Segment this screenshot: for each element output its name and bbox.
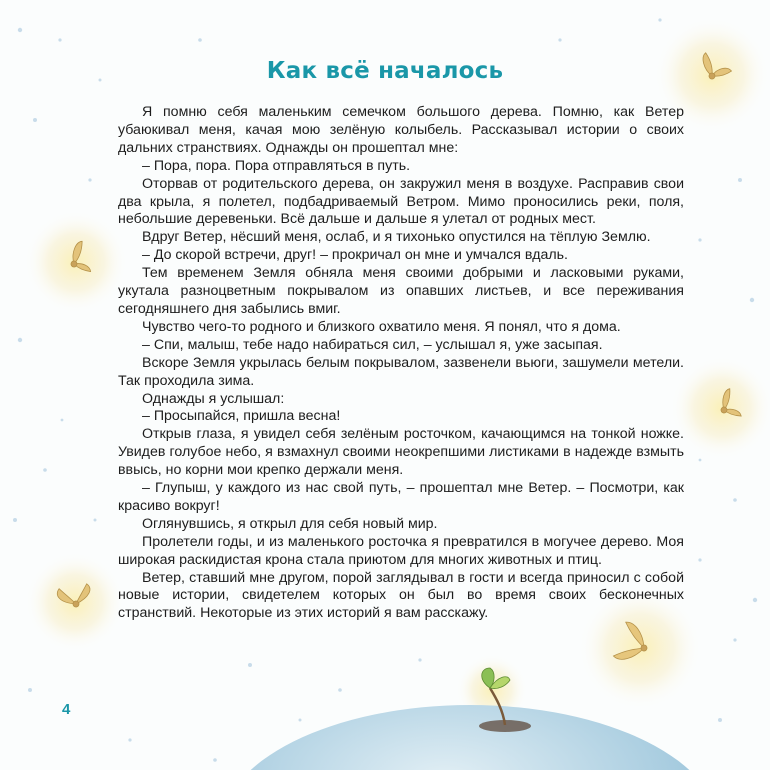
paragraph: – Глупыш, у каждого из нас свой путь, – прошептал мне Ветер. – Посмотри, как красиво вокруг!: [118, 480, 684, 514]
planet-illustration: [220, 705, 720, 770]
paragraph: Оглянувшись, я открыл для себя новый мир.: [142, 515, 438, 532]
paragraph: Вдруг Ветер, нёсший меня, ослаб, и я тихонько опустился на тёплую Землю.: [142, 229, 651, 246]
paragraph: Открыв глаза, я увидел себя зелёным росточком, качающимся на тонкой ножке. Увидев голубое небо, я взмахнул своими неокрепшими листиками в надежде взмыть ввысь, но корни мои крепко держали меня.: [118, 426, 684, 479]
paragraph: Однажды я услышал:: [142, 390, 285, 407]
paragraph: Оторвав от родительского дерева, он закружил меня в воздухе. Расправив свои два крыла, я полетел, подбадриваемый Ветром. Мимо проносились реки, поля, небольшие деревеньки. Всё дальше и дальше я улетал от родных мест.: [118, 175, 684, 228]
page-number: 4: [62, 701, 71, 718]
story-text: [118, 104, 684, 623]
page-title: Как всё началось: [266, 58, 504, 84]
paragraph: Ветер, ставший мне другом, порой заглядывал в гости и всегда приносил с собой новые истории, свидетелем которых он был во время своих бесконечных странствий. Некоторые из этих историй я вам расскажу.: [118, 569, 684, 622]
glow-spot: [670, 356, 770, 460]
paragraph: Пролетели годы, и из маленького росточка я превратился в могучее дерево. Моя широкая раскидистая крона стала приютом для многих животных и птиц.: [118, 533, 684, 568]
paragraph: – Пора, пора. Пора отправляться в путь.: [142, 157, 411, 174]
paragraph: Я помню себя маленьким семечком большого дерева. Помню, как Ветер убаюкивал меня, качая мою зелёную колыбель. Рассказывал истории о своих дальних странствиях. Однажды он прошептал мне:: [118, 104, 684, 156]
paragraph: – До скорой встречи, друг! – прокричал он мне и умчался вдаль.: [142, 247, 568, 264]
paragraph: Чувство чего-то родного и близкого охватило меня. Я понял, что я дома.: [142, 318, 621, 335]
paragraph: Тем временем Земля обняла меня своими добрыми и ласковыми руками, укутала разноцветным покрывалом из опавших листьев, и все переживания сегодняшнего дня забылись вмиг.: [118, 265, 684, 317]
paragraph: – Спи, малыш, тебе надо набираться сил, – услышал я, уже засыпая.: [142, 336, 603, 353]
paragraph: Вскоре Земля укрылась белым покрывалом, зазвенели вьюги, зашумели метели. Так проходила зима.: [118, 354, 684, 389]
paragraph: – Просыпайся, пришла весна!: [142, 408, 341, 425]
